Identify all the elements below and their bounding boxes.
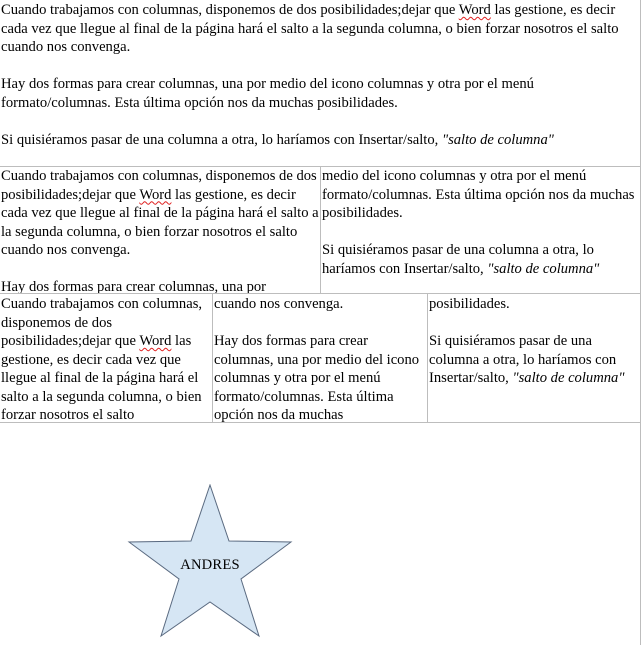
column-divider-2col: [320, 166, 321, 293]
paragraph-2: [322, 241, 639, 278]
column-divider-3col-a: [212, 293, 213, 422]
text-run: Cuando trabajamos con columnas, disponemos de dos posibilidades;dejar que: [1, 2, 459, 18]
text-run: Si quisiéramos pasar de una columna a otra, lo haríamos con Insertar/salto,: [322, 242, 594, 277]
italic-text: "salto de columna": [441, 131, 554, 148]
text-run: las gestione, es decir cada vez que llegue al final de la página hará el salto a la segunda columna, o bien forzar nosotros el salto cuando nos convenga.: [1, 186, 319, 258]
star-shape[interactable]: [126, 484, 294, 638]
paragraph-1: [1, 1, 638, 57]
text-run: las gestione, es decir cada vez que llegue al final de la página hará el salto a la segunda columna, o bien forzar nosotros el salto cuando nos convenga.: [1, 2, 619, 55]
paragraph-2: Hay dos formas para crear columnas, una por medio del icono columnas y otra por el menú formato/columnas. Esta última opción nos da muchas: [214, 333, 420, 422]
spellcheck-word[interactable]: Word: [139, 186, 172, 203]
text-run: Cuando trabajamos con columnas, disponemos de dos posibilidades;dejar que: [1, 296, 203, 349]
three-column-section-col1[interactable]: [1, 295, 211, 422]
italic-text: "salto de columna": [487, 260, 600, 277]
spellcheck-word[interactable]: Word: [139, 333, 172, 349]
right-margin-line: [640, 0, 641, 645]
single-column-section[interactable]: [1, 1, 638, 165]
two-column-section-col1[interactable]: [1, 167, 319, 293]
star-label: ANDRES: [180, 557, 240, 573]
paragraph-2: [429, 332, 639, 388]
spellcheck-word[interactable]: Word: [458, 2, 491, 18]
section-divider-2: [0, 293, 641, 294]
paragraph-1: cuando nos convenga.: [214, 296, 344, 312]
text-run: Si quisiéramos pasar de una columna a otra, lo haríamos con Insertar/salto,: [429, 333, 617, 386]
text-run: Si quisiéramos pasar de una columna a otra, lo haríamos con Insertar/salto,: [1, 131, 442, 148]
three-column-section-col2[interactable]: [214, 295, 426, 422]
paragraph-2: Hay dos formas para crear columnas, una por: [1, 279, 267, 293]
paragraph-3: [1, 131, 638, 150]
italic-text: "salto de columna": [512, 370, 625, 386]
paragraph-1: medio del icono columnas y otra por el menú formato/columnas. Esta última opción nos da muchas posibilidades.: [322, 168, 635, 221]
three-column-section-col3[interactable]: [429, 295, 639, 422]
text-run: Cuando trabajamos con columnas, disponemos de dos posibilidades;dejar que: [1, 168, 317, 203]
section-divider-3: [0, 422, 641, 423]
paragraph-2: Hay dos formas para crear columnas, una por medio del icono columnas y otra por el menú formato/columnas. Esta última opción nos da muchas posibilidades.: [1, 76, 534, 111]
paragraph-1: posibilidades.: [429, 296, 510, 312]
paragraph-1: [1, 295, 211, 422]
text-run: las gestione, es decir cada vez que llegue al final de la página hará el salto a la segunda columna, o bien forzar nosotros el salto: [1, 333, 202, 422]
column-divider-3col-b: [427, 293, 428, 422]
paragraph-1: [1, 167, 319, 260]
two-column-section-col2[interactable]: [322, 167, 639, 293]
